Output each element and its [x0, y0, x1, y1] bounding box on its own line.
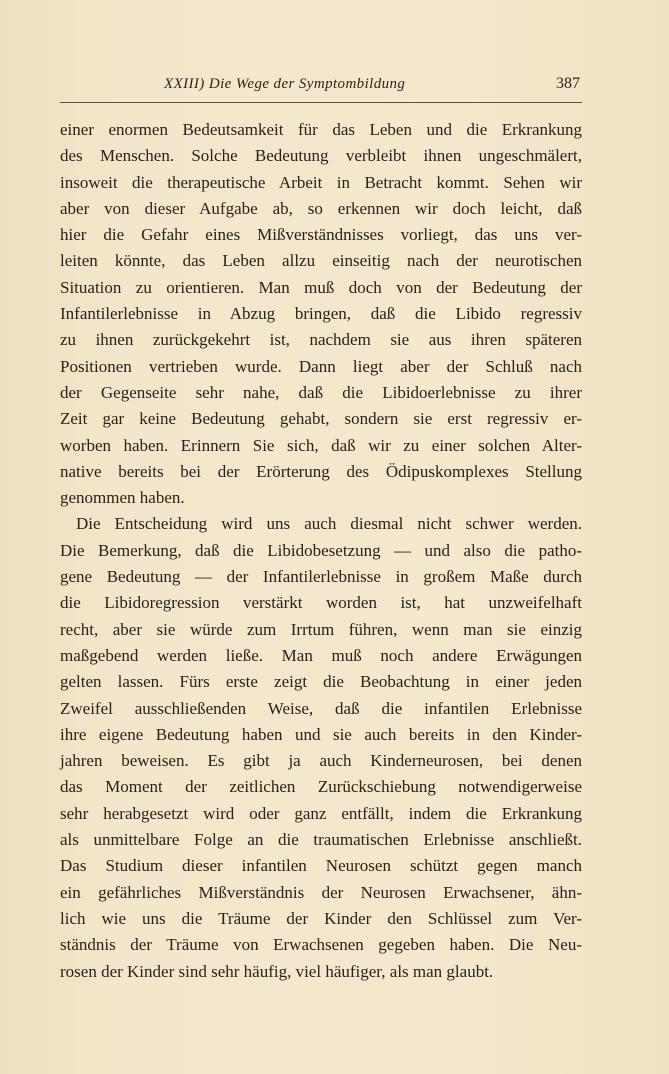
text-line: Zeit gar keine Bedeutung gehabt, sondern sie erst regressiv er-	[60, 409, 582, 429]
text-line: gelten lassen. Fürs erste zeigt die Beobachtung in einer jeden	[60, 672, 582, 692]
page-number: 387	[556, 75, 580, 92]
text-line: Die Bemerkung, daß die Libidobesetzung — und also die patho-	[60, 540, 582, 560]
text-line: ein gefährliches Mißverständnis der Neurosen Erwachsener, ähn-	[60, 882, 582, 902]
text-line: des Menschen. Solche Bedeutung verbleibt ihnen ungeschmälert,	[60, 146, 582, 166]
text-line: maßgebend werden ließe. Man muß noch andere Erwägungen	[60, 645, 582, 665]
text-line: Situation zu orientieren. Man muß doch von der Bedeutung der	[60, 277, 582, 297]
text-line: Das Studium dieser infantilen Neurosen schützt gegen manch	[60, 856, 582, 876]
text-line: jahren beweisen. Es gibt ja auch Kinderneurosen, bei denen	[60, 751, 582, 771]
text-line: Positionen vertrieben wurde. Dann liegt aber der Schluß nach	[60, 356, 582, 376]
body-text	[60, 117, 582, 985]
text-line: zu ihnen zurückgekehrt ist, nachdem sie aus ihren späteren	[60, 330, 582, 350]
text-line: einer enormen Bedeutsamkeit für das Leben und die Erkrankung	[60, 120, 582, 139]
text-line: hier die Gefahr eines Mißverständnisses vorliegt, das uns ver-	[60, 225, 582, 245]
text-line: als unmittelbare Folge an die traumatischen Erlebnisse anschließt.	[60, 830, 582, 850]
text-line: Zweifel ausschließenden Weise, daß die infantilen Erlebnisse	[60, 698, 582, 718]
text-line: insoweit die therapeutische Arbeit in Betracht kommt. Sehen wir	[60, 172, 582, 192]
running-head	[60, 74, 580, 100]
paragraph	[60, 511, 582, 984]
text-line: ständnis der Träume von Erwachsenen gegeben haben. Die Neu-	[60, 935, 582, 955]
text-line: der Gegenseite sehr nahe, daß die Libidoerlebnisse zu ihrer	[60, 382, 582, 402]
text-line: aber von dieser Aufgabe ab, so erkennen wir doch leicht, daß	[60, 198, 582, 218]
text-line: das Moment der zeitlichen Zurückschiebung notwendigerweise	[60, 777, 582, 797]
running-title: XXIII) Die Wege der Symptombildung	[164, 76, 406, 92]
text-line: recht, aber sie würde zum Irrtum führen, wenn man sie einzig	[60, 619, 582, 639]
text-line: rosen der Kinder sind sehr häufig, viel häufiger, als man glaubt.	[60, 961, 494, 981]
text-line: native bereits bei der Erörterung des Ödipuskomplexes Stellung	[60, 461, 582, 481]
header-rule	[60, 102, 582, 103]
text-line: worben haben. Erinnern Sie sich, daß wir zu einer solchen Alter-	[60, 435, 582, 455]
text-line: lich wie uns die Träume der Kinder den Schlüssel zum Ver-	[60, 908, 582, 928]
text-line: sehr herabgesetzt wird oder ganz entfällt, indem die Erkrankung	[60, 803, 582, 823]
paragraph	[60, 117, 582, 511]
text-line: die Libidoregression verstärkt worden ist, hat unzweifelhaft	[60, 593, 582, 613]
text-line: leiten könnte, das Leben allzu einseitig nach der neurotischen	[60, 251, 582, 271]
text-line: Die Entscheidung wird uns auch diesmal nicht schwer werden.	[76, 514, 582, 534]
text-line: ihre eigene Bedeutung haben und sie auch bereits in den Kinder-	[60, 724, 582, 744]
text-line: genommen haben.	[60, 488, 185, 508]
text-line: gene Bedeutung — der Infantilerlebnisse in großem Maße durch	[60, 567, 582, 587]
text-line: Infantilerlebnisse in Abzug bringen, daß die Libido regressiv	[60, 304, 582, 324]
